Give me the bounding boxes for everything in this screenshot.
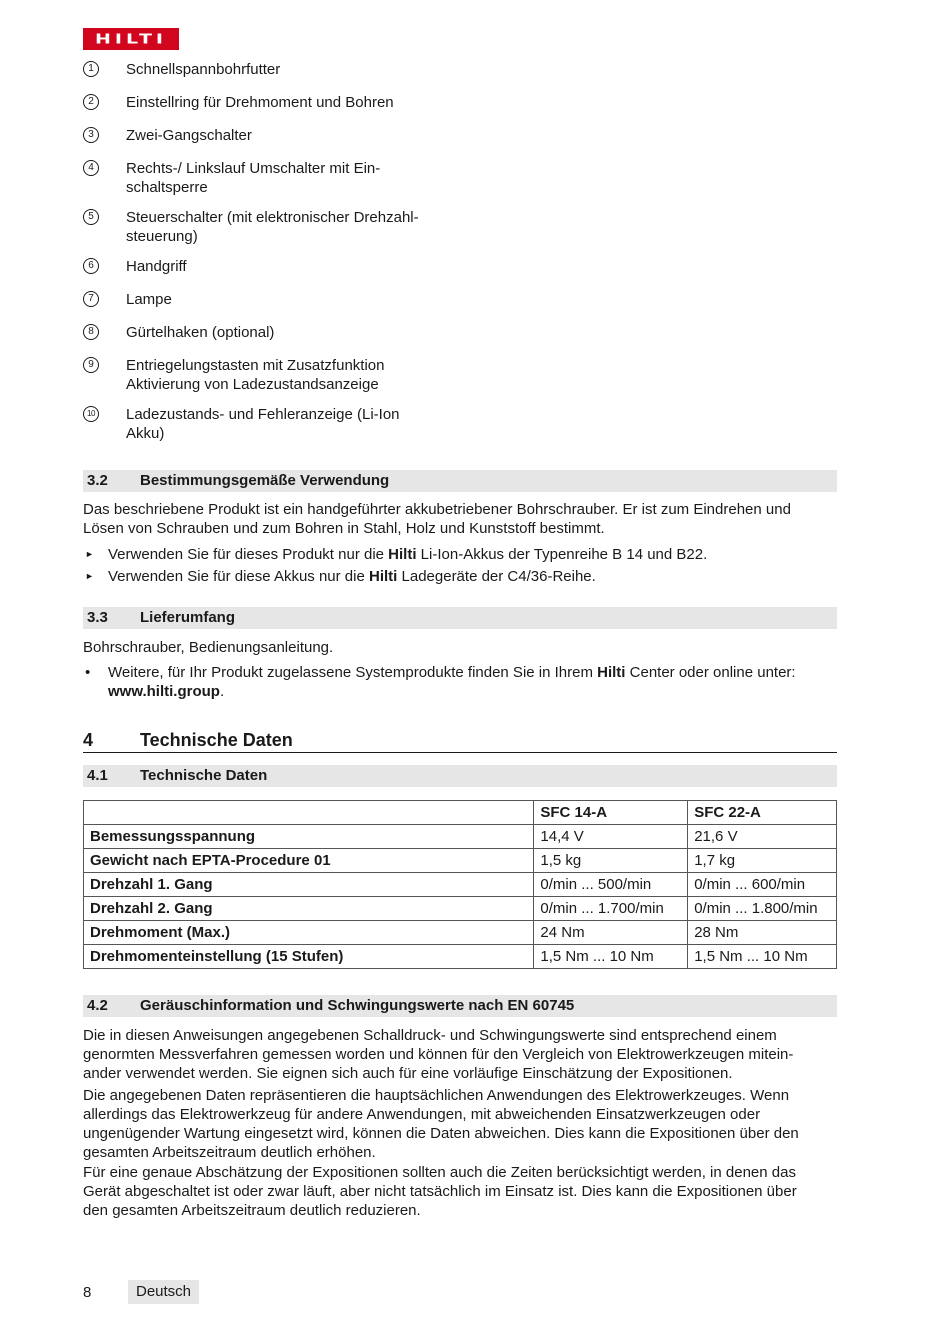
delivery-paragraph: Bohrschrauber, Bedienungsanleitung. [83, 639, 334, 656]
legend-text: Einstellring für Drehmoment und Bohren [126, 94, 394, 111]
table-cell: 1,5 Nm ... 10 Nm [688, 945, 837, 969]
list-item: ► Verwenden Sie für diese Akkus nur die Hilti Ladegeräte der C4/36-Reihe. [85, 568, 596, 585]
row-label: Bemessungsspannung [84, 825, 534, 849]
section-heading-3-3 [83, 607, 837, 629]
legend-text: Steuerschalter (mit elektronischer Drehzahl- steuerung) [126, 209, 419, 245]
section-heading-4-1 [83, 765, 837, 787]
hilti-logo [83, 28, 179, 50]
triangle-bullet-icon: ► [85, 549, 94, 559]
row-label: Drehzahl 1. Gang [84, 873, 534, 897]
row-label: Drehmoment (Max.) [84, 921, 534, 945]
technical-data-table [83, 800, 837, 969]
section-title: Technische Daten [140, 767, 268, 784]
table-cell: 0/min ... 1.700/min [534, 897, 688, 921]
triangle-bullet-icon: ► [85, 571, 94, 581]
section-title: Lieferumfang [140, 609, 236, 626]
table-row [84, 945, 837, 969]
noise-paragraph-3: Für eine genaue Abschätzung der Expositionen sollten auch die Zeiten berücksichtigt werden, in denen das Gerät abgeschaltet ist oder zwar läuft, aber nicht tatsächlich im Einsatz ist. Dies kann die Expositionen über den gesamten Arbeitszeitraum deutlich reduzieren. [83, 1164, 797, 1219]
legend-item-10 [83, 405, 463, 445]
section-number: 3.3 [87, 609, 108, 626]
legend-text: Handgriff [126, 258, 187, 275]
legend-text: Ladezustands- und Fehleranzeige (Li-Ion Akku) [126, 406, 400, 442]
table-row [84, 849, 837, 873]
section-title: Bestimmungsgemäße Verwendung [140, 472, 390, 489]
legend-number: 5 [83, 209, 99, 225]
legend-number: 1 [83, 61, 99, 77]
table-cell: 1,5 kg [534, 849, 688, 873]
table-cell: 1,5 Nm ... 10 Nm [534, 945, 688, 969]
table-cell: 0/min ... 600/min [688, 873, 837, 897]
header-cell: SFC 22-A [688, 801, 837, 825]
table-cell: 14,4 V [534, 825, 688, 849]
section-heading-4-2 [83, 995, 837, 1017]
legend-number: 8 [83, 324, 99, 340]
legend-number: 2 [83, 94, 99, 110]
noise-paragraph-1: Die in diesen Anweisungen angegebenen Schalldruck- und Schwingungswerte sind entsprechend einem genormten Messverfahren gemessen worden und können für den Vergleich von Elektrowerkzeugen mitein- ander verwendet werden. Sie eignen sich auch für eine vorläufige Einschätzung der Expositionen. [83, 1027, 794, 1082]
table-cell: 1,7 kg [688, 849, 837, 873]
legend-text: Lampe [126, 291, 172, 308]
legend-number: 10 [83, 406, 99, 422]
list-item: • Weitere, für Ihr Produkt zugelassene Systemprodukte finden Sie in Ihrem Hilti Center oder online unter: www.hilti.group. [85, 664, 796, 700]
legend-text: Zwei-Gangschalter [126, 127, 252, 144]
noise-paragraph-2: Die angegebenen Daten repräsentieren die hauptsächlichen Anwendungen des Elektrowerkzeuges. Wenn allerdings das Elektrowerkzeug für andere Anwendungen, mit abweichenden Einsatzwerkzeugen oder ungenügender Wartung eingesetzt wird, können die Daten abweichen. Dies kann die Expositionen über den gesamten Arbeitszeitraum deutlich erhöhen. [83, 1087, 799, 1161]
list-item: ► Verwenden Sie für dieses Produkt nur die Hilti Li-Ion-Akkus der Typenreihe B 14 und B22. [85, 546, 708, 563]
legend-item-5 [83, 208, 463, 248]
page-number: 8 [83, 1284, 92, 1301]
hilti-link[interactable]: www.hilti.group [108, 683, 220, 700]
language-label: Deutsch [128, 1280, 199, 1304]
row-label: Gewicht nach EPTA-Procedure 01 [84, 849, 534, 873]
legend-number: 4 [83, 160, 99, 176]
section-number: 3.2 [87, 472, 108, 489]
legend-text: Gürtelhaken (optional) [126, 324, 275, 341]
legend-text: Entriegelungstasten mit Zusatzfunktion Aktivierung von Ladezustandsanzeige [126, 357, 385, 393]
legend-item-4 [83, 159, 463, 199]
table-row [84, 825, 837, 849]
table-row [84, 921, 837, 945]
row-label: Drehzahl 2. Gang [84, 897, 534, 921]
section-number: 4.1 [87, 767, 108, 784]
legend-text: Rechts-/ Linkslauf Umschalter mit Ein- schaltsperre [126, 160, 381, 196]
chapter-number: 4 [83, 730, 94, 750]
table-cell: 21,6 V [688, 825, 837, 849]
table-cell: 0/min ... 500/min [534, 873, 688, 897]
table-cell: 24 Nm [534, 921, 688, 945]
logo-text: HILTI [95, 31, 167, 47]
legend-number: 9 [83, 357, 99, 373]
section-title: Geräuschinformation und Schwingungswerte nach EN 60745 [140, 997, 575, 1014]
table-cell: 28 Nm [688, 921, 837, 945]
legend-item-9 [83, 356, 463, 396]
legend-text: Schnellspannbohrfutter [126, 61, 281, 78]
table-row [84, 897, 837, 921]
legend-number: 6 [83, 258, 99, 274]
intended-use-paragraph: Das beschriebene Produkt ist ein handgeführter akkubetriebener Bohrschrauber. Er ist zum Eindrehen und Lösen von Schrauben und zum Bohren in Stahl, Holz und Kunststoff bestimmt. [83, 501, 791, 537]
row-label: Drehmomenteinstellung (15 Stufen) [84, 945, 534, 969]
dot-bullet-icon: • [85, 664, 91, 681]
chapter-title: Technische Daten [140, 730, 293, 750]
section-number: 4.2 [87, 997, 108, 1014]
table-header-row [84, 801, 837, 825]
header-cell: SFC 14-A [534, 801, 688, 825]
legend-number: 3 [83, 127, 99, 143]
table-row [84, 873, 837, 897]
legend-number: 7 [83, 291, 99, 307]
header-cell [84, 801, 534, 825]
chapter-heading-4 [83, 729, 837, 753]
section-heading-3-2 [83, 470, 837, 492]
table-cell: 0/min ... 1.800/min [688, 897, 837, 921]
